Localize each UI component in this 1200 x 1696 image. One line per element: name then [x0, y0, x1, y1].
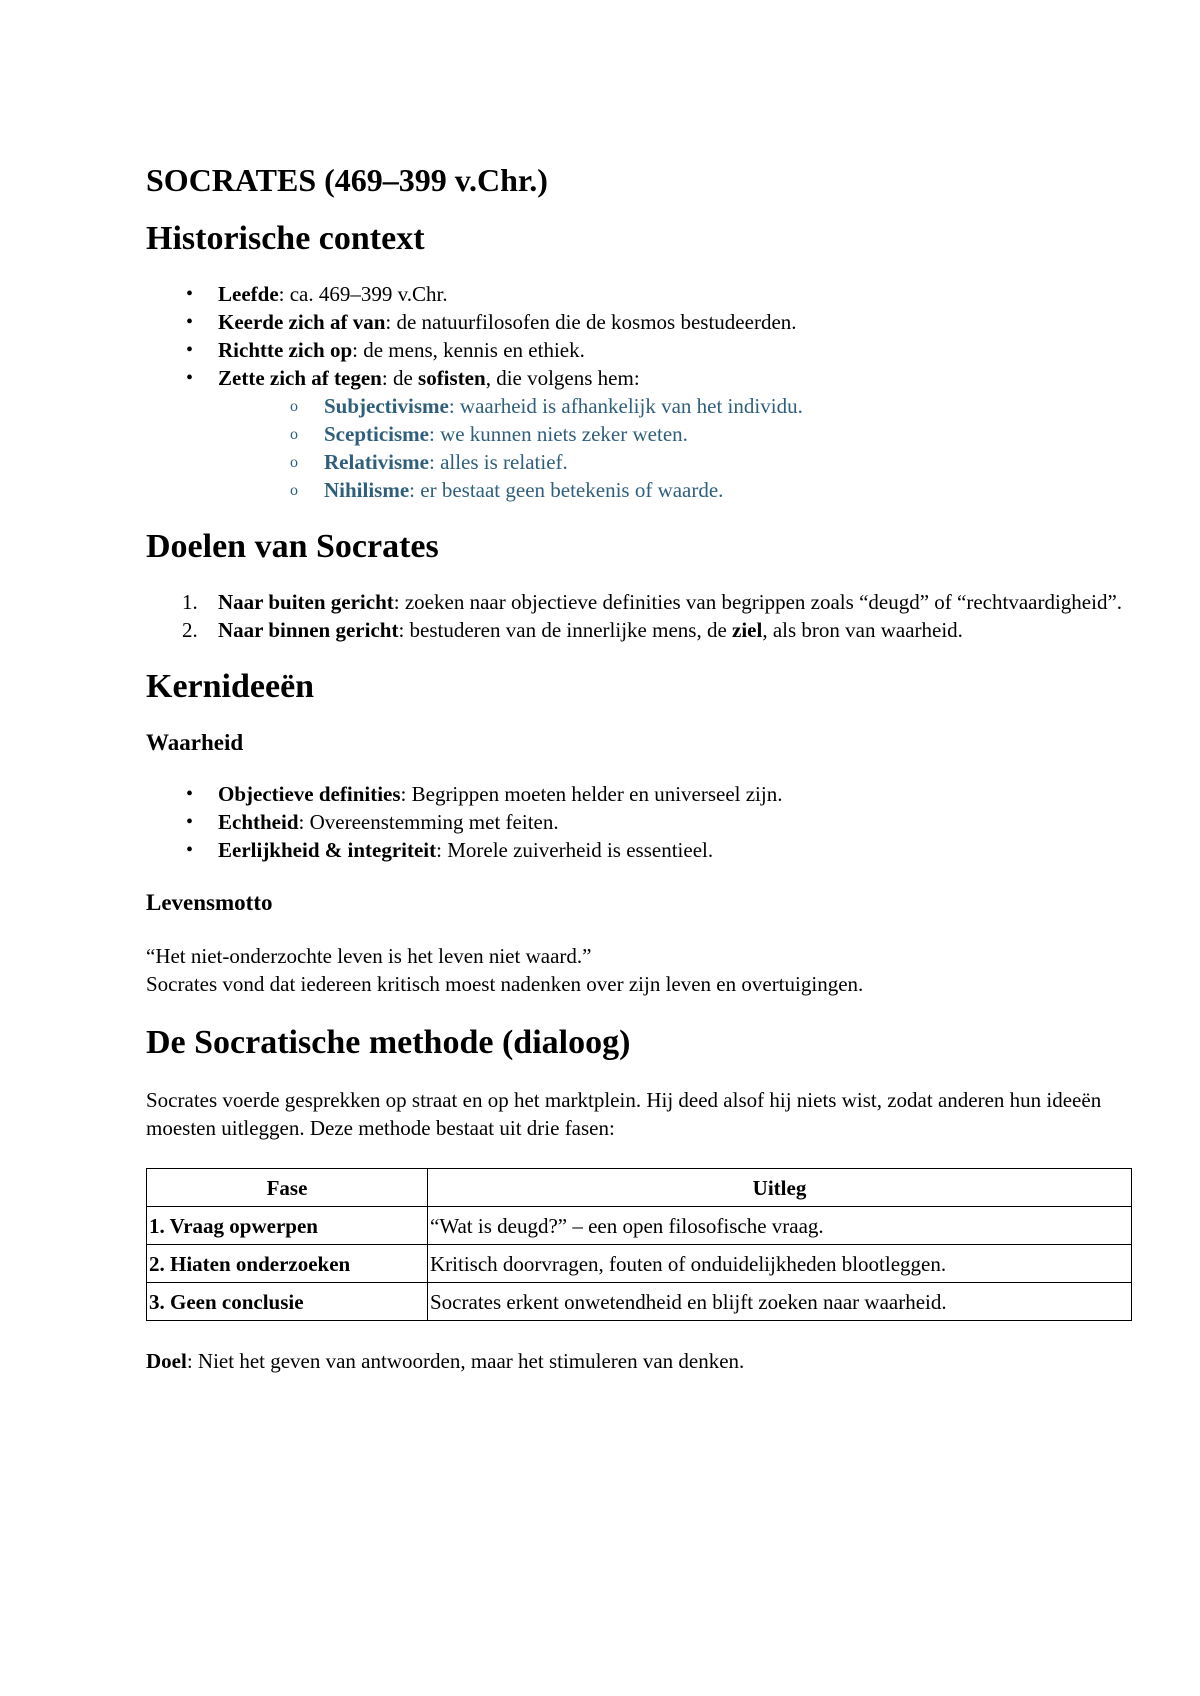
list-item: • Zette zich af tegen: de sofisten, die volgens hem: o Subjectivisme: waarheid is afhankelijk van het individu. o Scepticisme: we kunnen niets zeker weten. o Relativisme: alles is relatief. o Nihilisme: er bestaat geen betekenis of waarde. [186, 364, 1132, 504]
heading-waarheid: Waarheid [146, 730, 244, 755]
sub-list-item: o Subjectivisme: waarheid is afhankelijk van het individu. [290, 392, 1132, 420]
motto-text: Socrates vond dat iedereen kritisch moest nadenken over zijn leven en overtuigingen. [146, 972, 864, 996]
document-title: SOCRATES (469–399 v.Chr.) [146, 162, 548, 198]
table-row [147, 1283, 1132, 1321]
waarheid-list [146, 780, 1132, 864]
list-item: 2. Naar binnen gericht: bestuderen van de innerlijke mens, de ziel, als bron van waarheid. [182, 618, 963, 642]
document-content [146, 160, 1132, 1375]
heading-levensmotto: Levensmotto [146, 890, 273, 915]
table-header-fase: Fase [147, 1169, 428, 1207]
table-header-row [147, 1169, 1132, 1207]
fasen-table [146, 1168, 1132, 1321]
table-row [147, 1207, 1132, 1245]
sub-list-item: o Nihilisme: er bestaat geen betekenis of waarde. [290, 476, 1132, 504]
heading-historische-context: Historische context [146, 220, 425, 257]
heading-socratische-methode: De Socratische methode (dialoog) [146, 1024, 631, 1061]
doel-term: Doel [146, 1349, 187, 1373]
list-item: • Objectieve definities: Begrippen moeten helder en universeel zijn. [186, 780, 1132, 808]
list-item: • Eerlijkheid & integriteit: Morele zuiverheid is essentieel. [186, 836, 1132, 864]
sub-list-item: o Scepticisme: we kunnen niets zeker weten. [290, 420, 1132, 448]
list-item: • Echtheid: Overeenstemming met feiten. [186, 808, 1132, 836]
heading-kernideeen: Kernideeën [146, 668, 315, 705]
table-header-uitleg: Uitleg [428, 1169, 1132, 1207]
methode-intro: Socrates voerde gesprekken op straat en op het marktplein. Hij deed alsof hij niets wist, zodat anderen hun ideeën moesten uitleggen. Deze methode bestaat uit drie fasen: [146, 1088, 1102, 1140]
table-cell-uitleg: “Wat is deugd?” – een open filosofische vraag. [428, 1207, 1132, 1245]
table-cell-uitleg: Kritisch doorvragen, fouten of onduidelijkheden blootleggen. [428, 1245, 1132, 1283]
list-item: • Keerde zich af van: de natuurfilosofen die de kosmos bestudeerden. [186, 308, 1132, 336]
table-row [147, 1245, 1132, 1283]
table-cell-uitleg: Socrates erkent onwetendheid en blijft zoeken naar waarheid. [428, 1283, 1132, 1321]
sub-list-item: o Relativisme: alles is relatief. [290, 448, 1132, 476]
doel-text: : Niet het geven van antwoorden, maar het stimuleren van denken. [186, 1349, 745, 1373]
heading-doelen: Doelen van Socrates [146, 528, 439, 565]
doelen-list [146, 588, 1132, 644]
doel-statement [146, 1347, 1132, 1375]
sofisten-sublist [218, 392, 1132, 504]
table-cell-fase: 1. Vraag opwerpen [147, 1207, 428, 1245]
motto-quote: “Het niet-onderzochte leven is het leven niet waard.” [146, 944, 592, 968]
table-cell-fase: 2. Hiaten onderzoeken [147, 1245, 428, 1283]
table-cell-fase: 3. Geen conclusie [147, 1283, 428, 1321]
list-item: • Leefde: ca. 469–399 v.Chr. [186, 280, 1132, 308]
list-item: • Richtte zich op: de mens, kennis en ethiek. [186, 336, 1132, 364]
list-item: 1. Naar buiten gericht: zoeken naar objectieve definities van begrippen zoals “deugd” of “rechtvaardigheid”. [182, 590, 1123, 614]
context-list [146, 280, 1132, 504]
